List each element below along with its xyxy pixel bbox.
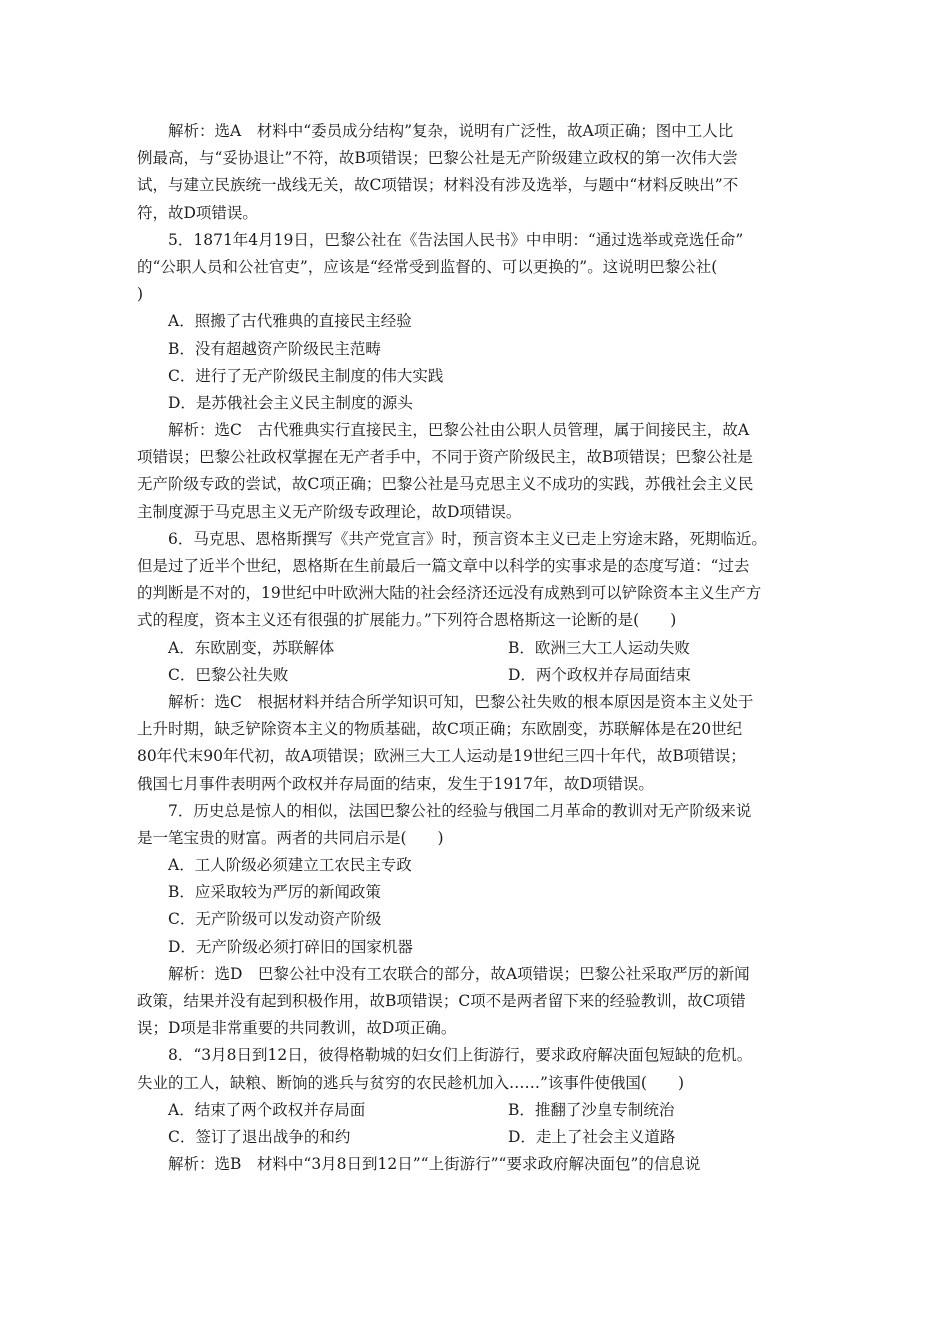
text-line: 解析：选D 巴黎公社中没有工农联合的部分，故A项错误；巴黎公社采取严厉的新闻 xyxy=(168,964,750,983)
option-line: A．工人阶级必须建立工农民主专政 xyxy=(168,856,412,875)
text-line: 5．1871年4月19日，巴黎公社在《告法国人民书》中申明：“通过选举或竞选任命” xyxy=(168,230,744,249)
text-line: 的“公职人员和公社官吏”，应该是“经常受到监督的、可以更换的”。这说明巴黎公社( xyxy=(137,257,718,276)
option-row xyxy=(137,662,817,689)
option-text: B．欧洲三大工人运动失败 xyxy=(508,638,690,657)
text-line: 但是过了近半个世纪，恩格斯在生前最后一篇文章中以科学的实事求是的态度写道：“过去 xyxy=(137,557,750,575)
text-line: 例最高，与“妥协退让”不符，故B项错误；巴黎公社是无产阶级建立政权的第一次伟大尝 xyxy=(137,149,738,168)
text-line: 解析：选C 古代雅典实行直接民主，巴黎公社由公职人员管理，属于间接民主，故A xyxy=(168,421,750,440)
text-line: 式的程度，资本主义还有很强的扩展能力。”下列符合恩格斯这一论断的是( ) xyxy=(137,611,677,630)
text-line: 的判断是不对的，19世纪中叶欧洲大陆的社会经济还远没有成熟到可以铲除资本主义生产方 xyxy=(137,584,762,603)
option-row xyxy=(137,1097,817,1124)
option-text: B．推翻了沙皇专制统治 xyxy=(508,1100,675,1119)
text-line: 主制度源于马克思主义无产阶级专政理论，故D项错误。 xyxy=(137,502,522,521)
text-line: 7．历史总是惊人的相似，法国巴黎公社的经验与俄国二月革命的教训对无产阶级来说 xyxy=(168,801,752,820)
text-line: 8．“3月8日到12日，彼得格勒城的妇女们上街游行，要求政府解决面包短缺的危机。 xyxy=(168,1046,753,1065)
text-line: 无产阶级专政的尝试，故C项正确；巴黎公社是马克思主义不成功的实践，苏俄社会主义民 xyxy=(137,475,754,494)
option-text: A．东欧剧变，苏联解体 xyxy=(168,638,335,657)
option-text: C．签订了退出战争的和约 xyxy=(168,1127,351,1146)
text-line: 80年代末90年代初，故A项错误；欧洲三大工人运动是19世纪三四十年代，故B项错误； xyxy=(137,747,746,766)
option-line: C．进行了无产阶级民主制度的伟大实践 xyxy=(168,366,444,385)
option-text: A．结束了两个政权并存局面 xyxy=(168,1100,366,1119)
option-line: B．没有超越资产阶级民主范畴 xyxy=(168,339,381,358)
text-line: 解析：选A 材料中“委员成分结构”复杂，说明有广泛性，故A项正确；图中工人比 xyxy=(168,122,734,140)
text-line: 政策，结果并没有起到积极作用，故B项错误；C项不是两者留下来的经验教训，故C项错 xyxy=(137,992,746,1010)
option-line: A．照搬了古代雅典的直接民主经验 xyxy=(168,312,412,331)
text-line: 解析：选C 根据材料并结合所学知识可知，巴黎公社失败的根本原因是资本主义处于 xyxy=(168,692,754,711)
text-line: 6．马克思、恩格斯撰写《共产党宣言》时，预言资本主义已走上穷途末路，死期临近。 xyxy=(168,529,767,548)
text-line: 俄国七月事件表明两个政权并存局面的结束，发生于1917年，故D项错误。 xyxy=(137,774,654,793)
text-line: 解析：选B 材料中“3月8日到12日”“上街游行”“要求政府解决面包”的信息说 xyxy=(168,1155,701,1174)
text-line: 失业的工人，缺粮、断饷的逃兵与贫穷的农民趁机加入……”该事件使俄国( ) xyxy=(137,1073,685,1092)
option-row xyxy=(137,1124,817,1151)
option-line: C．无产阶级可以发动资产阶级 xyxy=(168,910,382,929)
text-line: 上升时期，缺乏铲除资本主义的物质基础，故C项正确；东欧剧变，苏联解体是在20世纪 xyxy=(137,720,743,739)
document-body xyxy=(137,118,817,1178)
option-text: D．两个政权并存局面结束 xyxy=(508,665,691,684)
text-line: 是一笔宝贵的财富。两者的共同启示是( ) xyxy=(137,828,444,847)
option-line: B．应采取较为严厉的新闻政策 xyxy=(168,883,381,902)
option-text: C．巴黎公社失败 xyxy=(168,665,289,684)
option-row xyxy=(137,635,817,662)
option-text: D．走上了社会主义道路 xyxy=(508,1127,676,1146)
text-line: 试，与建立民族统一战线无关，故C项错误；材料没有涉及选举，与题中“材料反映出”不 xyxy=(137,176,739,195)
text-line: 误；D项是非常重要的共同教训，故D项正确。 xyxy=(137,1019,457,1038)
text-line: 符，故D项错误。 xyxy=(137,203,258,222)
text-line: ) xyxy=(137,285,144,304)
option-line: D．是苏俄社会主义民主制度的源头 xyxy=(168,393,413,412)
text-line: 项错误；巴黎公社政权掌握在无产者手中，不同于资产阶级民主，故B项错误；巴黎公社是 xyxy=(137,448,753,467)
option-line: D．无产阶级必须打碎旧的国家机器 xyxy=(168,937,413,956)
